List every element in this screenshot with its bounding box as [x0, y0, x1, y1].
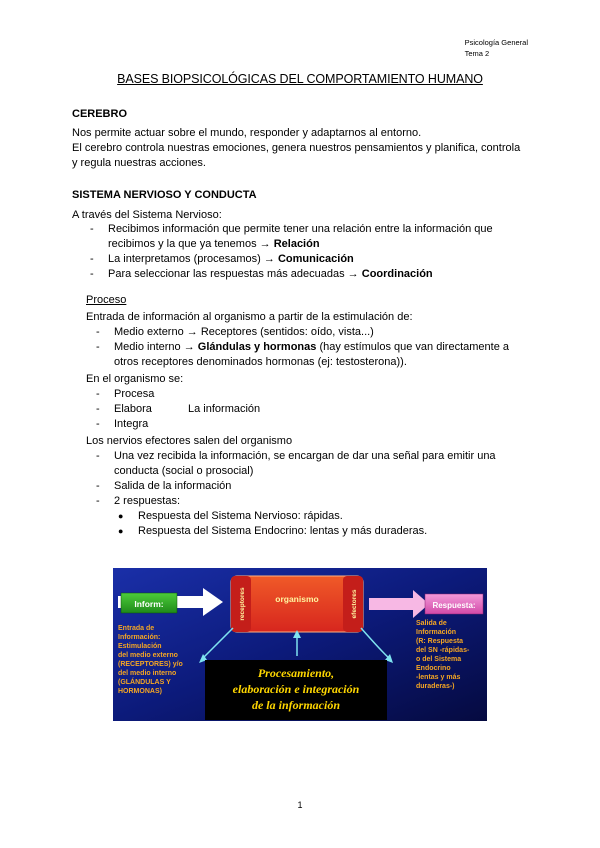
en-organismo: En el organismo se: [86, 373, 184, 385]
snc-heading: SISTEMA NERVIOSO Y CONDUCTA [72, 189, 257, 201]
dash: - [96, 495, 100, 507]
bullet-icon: ● [118, 526, 124, 536]
dos-respuestas: 2 respuestas: [114, 495, 181, 507]
respuesta-sn: Respuesta del Sistema Nervioso: rápidas. [138, 510, 343, 522]
organismo-label: organismo [275, 594, 319, 604]
medio-externo: Medio externo → Receptores (sentidos: oído, vista...) [114, 326, 374, 338]
dash: - [96, 326, 100, 338]
dash: - [96, 450, 100, 462]
cerebro-line-1: Nos permite actuar sobre el mundo, responder y adaptarnos al entorno. [72, 127, 422, 139]
cerebro-heading: CEREBRO [72, 108, 128, 120]
svg-text:HORMONAS): HORMONAS) [118, 688, 162, 695]
cerebro-line-3: y regula nuestras acciones. [72, 157, 206, 169]
document-title: BASES BIOPSICOLÓGICAS DEL COMPORTAMIENTO HUMANO [117, 72, 483, 86]
svg-text:de la información: de la información [251, 698, 341, 712]
nervios-1a: Una vez recibida la información, se encargan de dar una señal para emitir una [114, 450, 496, 462]
nervios-efectores: Los nervios efectores salen del organismo [86, 435, 293, 447]
svg-text:Endocrino: Endocrino [416, 665, 451, 672]
dash: - [96, 418, 100, 430]
page-header [465, 37, 528, 59]
proceso-entrada: Entrada de información al organismo a partir de la estimulación de: [86, 311, 413, 323]
svg-text:Estimulación: Estimulación [118, 643, 162, 650]
dash: - [96, 480, 100, 492]
svg-text:del SN -rápidas-: del SN -rápidas- [416, 647, 470, 654]
svg-text:del medio interno: del medio interno [118, 670, 177, 677]
snc-item-2: La interpretamos (procesamos) → Comunicación [108, 253, 354, 265]
respuesta-se: Respuesta del Sistema Endocrino: lentas y más duraderas. [138, 525, 428, 537]
svg-text:Información: Información [416, 629, 457, 636]
header-topic: Tema 2 [464, 49, 490, 58]
coordinacion-label: Coordinación [361, 268, 433, 280]
efectores-label: efectores [351, 589, 358, 619]
nervios-1b: conducta (social o prosocial) [114, 465, 254, 477]
dash: - [90, 268, 94, 280]
process-diagram [113, 568, 487, 721]
snc-intro: A través del Sistema Nervioso: [72, 209, 222, 221]
svg-text:duraderas-): duraderas-) [416, 683, 455, 690]
comunicacion-label: Comunicación [277, 253, 354, 265]
svg-text:(GLÁNDULAS Y: (GLÁNDULAS Y [118, 679, 171, 686]
medio-interno: Medio interno → Glándulas y hormonas (hay estímulos que van directamente a [114, 341, 509, 353]
la-informacion: La información [188, 403, 261, 415]
elabora: Elabora [114, 403, 152, 415]
receptores-label: receptores [239, 587, 246, 621]
dash: - [90, 223, 94, 235]
dash: - [96, 403, 100, 415]
snc-item-1a: Recibimos información que permite tener una relación entre la información que [108, 223, 493, 235]
integra: Integra [114, 418, 149, 430]
dash: - [96, 388, 100, 400]
svg-text:(R: Respuesta: (R: Respuesta [416, 638, 464, 645]
respuesta-label: Respuesta: [432, 601, 476, 610]
svg-text:elaboración e integración: elaboración e integración [232, 682, 360, 696]
procesa: Procesa [114, 388, 155, 400]
dash: - [96, 341, 100, 353]
medio-interno-2: otros receptores denominados hormonas (ej: testosterona)). [114, 356, 407, 368]
svg-text:Información:: Información: [118, 634, 161, 641]
cerebro-line-2: El cerebro controla nuestras emociones, genera nuestros pensamientos y planifica, controla [72, 142, 521, 154]
dash: - [90, 253, 94, 265]
proceso-heading: Proceso [86, 294, 127, 306]
page-number: 1 [297, 800, 303, 810]
inform-label: Inform: [134, 599, 164, 609]
svg-text:-lentas y más: -lentas y más [416, 674, 461, 681]
svg-text:(RECEPTORES) y/o: (RECEPTORES) y/o [118, 661, 183, 668]
svg-text:Salida de: Salida de [416, 620, 447, 627]
bullet-icon: ● [118, 511, 124, 521]
salida-informacion: Salida de la información [114, 480, 232, 492]
svg-text:del medio externo: del medio externo [118, 652, 178, 659]
relacion-label: Relación [273, 238, 320, 250]
snc-item-3: Para seleccionar las respuestas más adecuadas → Coordinación [108, 268, 433, 280]
svg-text:o del Sistema: o del Sistema [416, 656, 462, 663]
svg-text:Procesamiento,: Procesamiento, [257, 666, 335, 680]
svg-text:Entrada de: Entrada de [118, 625, 155, 632]
header-subject: Psicología General [464, 38, 528, 47]
snc-item-1b: recibimos y la que ya tenemos → Relación [108, 238, 320, 250]
